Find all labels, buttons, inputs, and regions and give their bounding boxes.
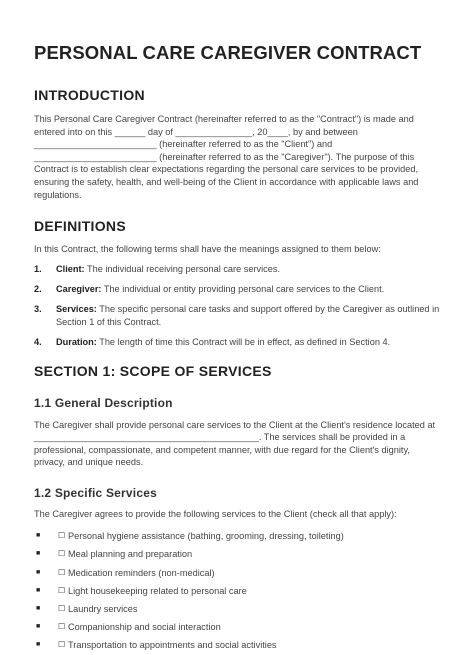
definition-number: 3. [34,304,42,315]
service-item [34,582,440,600]
definitions-list [34,263,440,349]
specific-services-intro: The Caregiver agrees to provide the following services to the Client (check all that apply): [34,508,397,519]
general-description-heading: 1.1 General Description [34,395,173,410]
checkbox-icon[interactable]: ☐ [58,549,66,559]
definition-body [56,263,280,276]
service-item [34,527,440,545]
bullet-icon: ■ [36,641,41,649]
definition-item [34,283,440,296]
checkbox-icon[interactable]: ☐ [58,531,66,541]
bullet-icon: ■ [36,623,41,631]
service-label: Transportation to appointments and social activities [68,640,277,651]
checkbox-icon[interactable]: ☐ [58,640,66,650]
definition-text: The specific personal care tasks and support offered by the Caregiver as outlined in Section 1 of this Contract. [56,304,440,327]
general-description-paragraph: The Caregiver shall provide personal care services to the Client at the Client's residence located at ____________________________________________. The services shall be provided in a professional, compassionate, and competent manner, with due regard for the Client's dignity, privacy, and unique needs. [34,419,436,468]
service-label: Personal hygiene assistance (bathing, grooming, dressing, toileting) [68,531,344,542]
checkbox-icon[interactable]: ☐ [58,585,66,595]
service-item [34,637,440,655]
bullet-icon: ■ [36,550,41,558]
service-item [34,546,440,564]
introduction-paragraph: This Personal Care Caregiver Contract (hereinafter referred to as the "Contract") is made and entered into on this ______ day of _______________, 20____, by and between ________________________ (hereinafter referred to as the "Client") and ________________________ (hereinafter referred to as the "Caregiver"). The purpose of this Contract is to establish clear expectations regarding the personal care services to be provided, ensuring the safety, health, and well-being of the Client in accordance with applicable laws and regulations. [34,114,419,200]
definition-item [34,303,440,328]
specific-services-heading: 1.2 Specific Services [34,485,157,500]
definition-text: The individual receiving personal care services. [84,263,281,274]
definitions-intro: In this Contract, the following terms shall have the meanings assigned to them below: [34,244,381,255]
document-title: PERSONAL CARE CAREGIVER CONTRACT [34,42,422,63]
service-label: Light housekeeping related to personal care [68,585,247,596]
definition-term: Services: [56,304,97,315]
definition-text: The length of time this Contract will be in effect, as defined in Section 4. [96,336,391,347]
service-label: Medication reminders (non-medical) [68,567,215,578]
definition-item [34,336,440,349]
bullet-icon: ■ [36,586,41,594]
bullet-icon: ■ [36,532,41,540]
definition-term: Client: [56,263,85,274]
service-label: Companionship and social interaction [68,622,221,633]
bullet-icon: ■ [36,605,41,613]
service-item [34,618,440,636]
definition-body [56,336,390,349]
definition-item [34,263,440,276]
definition-number: 4. [34,336,42,347]
checkbox-icon[interactable]: ☐ [58,567,66,577]
service-item [34,564,440,582]
introduction-heading: INTRODUCTION [34,87,145,103]
service-item [34,600,440,618]
definition-number: 1. [34,263,42,274]
definitions-heading: DEFINITIONS [34,218,126,235]
checkbox-icon[interactable]: ☐ [58,604,66,614]
definition-body [56,283,384,296]
definition-term: Duration: [56,336,97,347]
definition-body [56,303,440,328]
section1-heading: SECTION 1: SCOPE OF SERVICES [34,362,272,379]
services-checklist [34,527,440,654]
definition-number: 2. [34,283,42,294]
service-label: Laundry services [68,604,138,615]
definition-term: Caregiver: [56,283,102,294]
bullet-icon: ■ [36,568,41,576]
definition-text: The individual or entity providing personal care services to the Client. [101,283,385,294]
service-label: Meal planning and preparation [68,549,193,560]
checkbox-icon[interactable]: ☐ [58,622,66,632]
